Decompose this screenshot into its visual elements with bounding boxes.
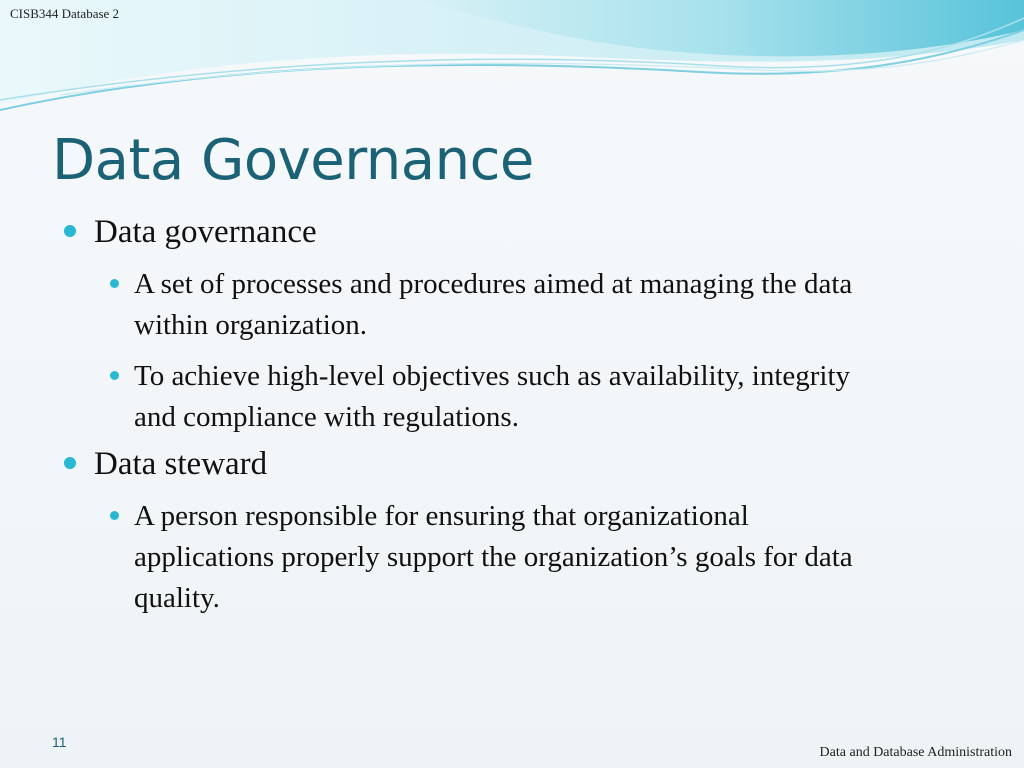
bullet-icon	[64, 225, 76, 237]
bullet-icon	[110, 279, 119, 288]
bullet-data-governance	[58, 210, 958, 254]
bullet-icon	[110, 511, 119, 520]
bullet-icon	[64, 457, 76, 469]
footer-text: Data and Database Administration	[819, 745, 1012, 760]
sub-bullet	[58, 356, 854, 438]
bullet-text: Data steward	[94, 446, 268, 482]
sub-bullet-text: A person responsible for ensuring that organizational applications properly support the organization’s goals for data quality.	[134, 500, 853, 614]
header-wave-decoration	[0, 0, 1024, 130]
sub-bullet-text: A set of processes and procedures aimed at managing the data within organization.	[134, 268, 853, 341]
bullet-data-steward	[58, 442, 958, 486]
sub-bullet	[58, 264, 854, 346]
sub-bullet-text: To achieve high-level objectives such as availability, integrity and compliance with regulations.	[134, 360, 851, 433]
bullet-text: Data governance	[94, 214, 317, 250]
sub-bullet	[58, 496, 854, 619]
bullet-icon	[110, 371, 119, 380]
slide-number: 11	[52, 734, 67, 750]
course-label: CISB344 Database 2	[10, 6, 120, 21]
slide-title: Data Governance	[52, 128, 534, 193]
slide-content	[58, 210, 958, 619]
